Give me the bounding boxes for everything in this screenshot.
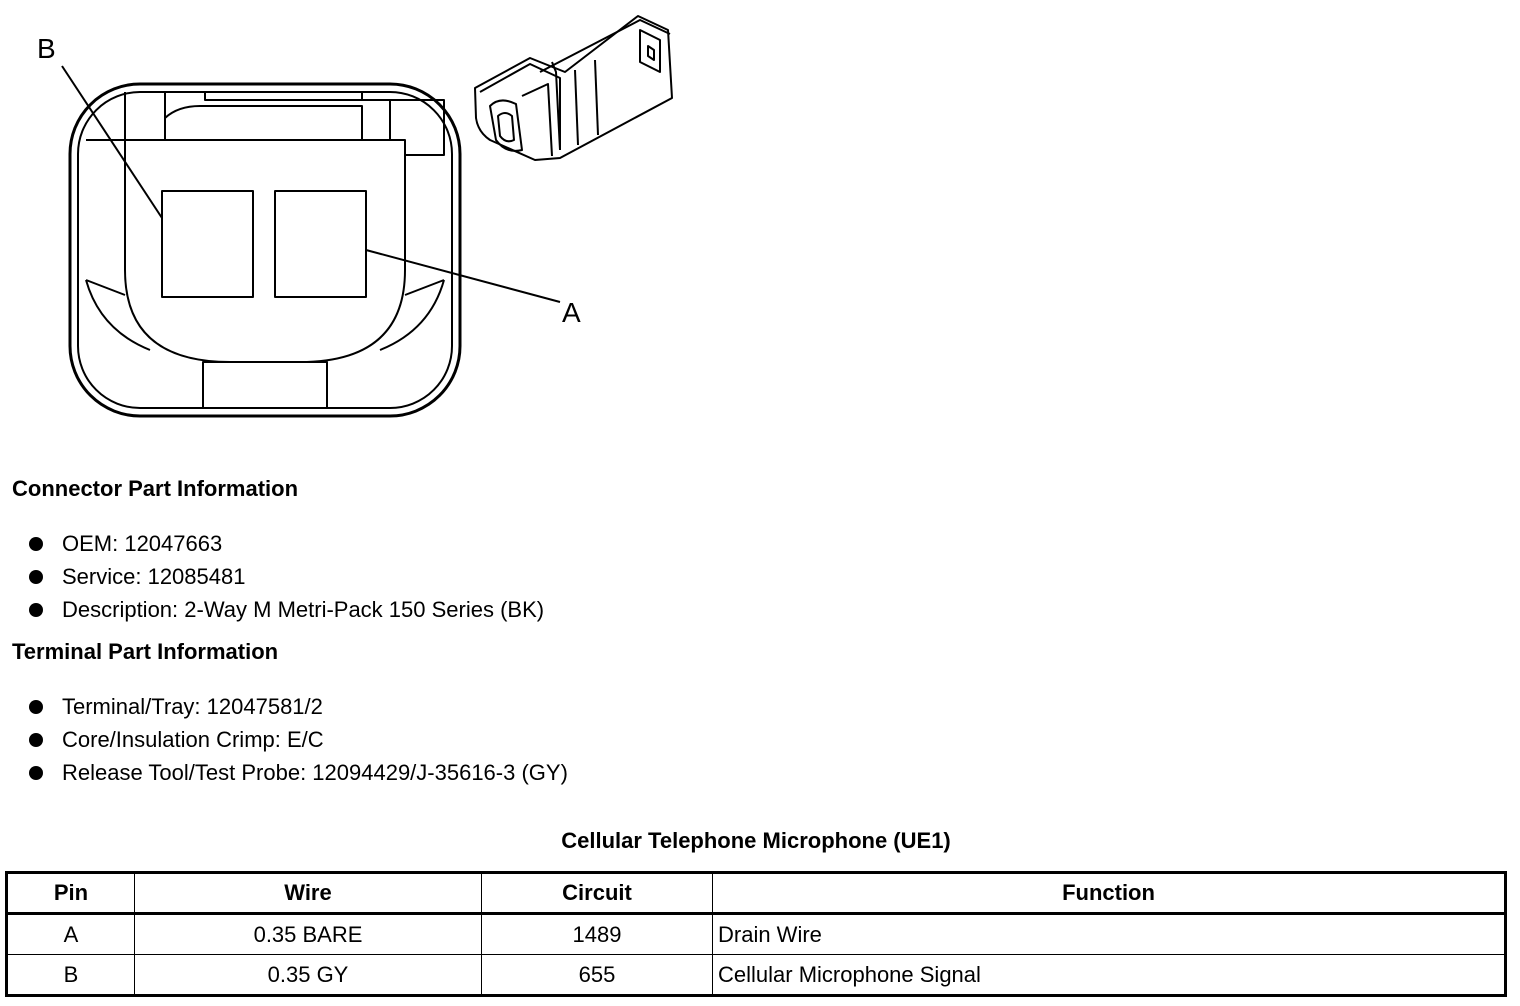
column-header-function: Function xyxy=(713,873,1506,914)
connector-face-diagram xyxy=(0,0,700,440)
bullet-icon xyxy=(29,700,43,714)
list-item-text: OEM: 12047663 xyxy=(62,531,223,556)
connector-housing-outer xyxy=(70,84,460,416)
connector-isometric-view xyxy=(475,16,672,160)
list-item-text: Core/Insulation Crimp: E/C xyxy=(62,727,324,752)
bullet-icon xyxy=(29,733,43,747)
list-item xyxy=(0,693,568,726)
cell-function: Cellular Microphone Signal xyxy=(713,955,1506,996)
list-item xyxy=(0,759,568,792)
list-item-text: Release Tool/Test Probe: 12094429/J-35616-3 (GY) xyxy=(62,760,568,785)
list-item-text: Service: 12085481 xyxy=(62,564,246,589)
cell-function: Drain Wire xyxy=(713,914,1506,955)
column-header-wire: Wire xyxy=(135,873,482,914)
bullet-icon xyxy=(29,766,43,780)
table-row xyxy=(7,955,1506,996)
list-item xyxy=(0,596,544,629)
terminal-cavity-b xyxy=(162,191,253,297)
connector-cavity xyxy=(125,140,405,362)
terminal-cavity-a xyxy=(275,191,366,297)
list-item-text: Terminal/Tray: 12047581/2 xyxy=(62,694,323,719)
table-header-row xyxy=(7,873,1506,914)
terminal-info-list xyxy=(0,693,568,792)
callout-b-label: B xyxy=(37,33,56,64)
bullet-icon xyxy=(29,603,43,617)
bullet-icon xyxy=(29,570,43,584)
cell-wire: 0.35 GY xyxy=(135,955,482,996)
latch-slot xyxy=(203,362,327,408)
callout-a-label: A xyxy=(562,297,581,328)
cell-circuit: 655 xyxy=(482,955,713,996)
column-header-circuit: Circuit xyxy=(482,873,713,914)
bullet-icon xyxy=(29,537,43,551)
terminal-info-heading: Terminal Part Information xyxy=(12,639,279,664)
list-item xyxy=(0,563,544,596)
cell-wire: 0.35 BARE xyxy=(135,914,482,955)
list-item xyxy=(0,530,544,563)
column-header-pin: Pin xyxy=(7,873,135,914)
connector-info-list xyxy=(0,530,544,629)
callout-a-leader xyxy=(366,250,560,302)
cell-circuit: 1489 xyxy=(482,914,713,955)
list-item-text: Description: 2-Way M Metri-Pack 150 Series (BK) xyxy=(62,597,545,622)
pinout-table xyxy=(5,871,1507,997)
connector-info-heading: Connector Part Information xyxy=(12,476,299,501)
cell-pin: A xyxy=(7,914,135,955)
table-title: Cellular Telephone Microphone (UE1) xyxy=(561,828,951,853)
list-item xyxy=(0,726,568,759)
table-row xyxy=(7,914,1506,955)
cell-pin: B xyxy=(7,955,135,996)
